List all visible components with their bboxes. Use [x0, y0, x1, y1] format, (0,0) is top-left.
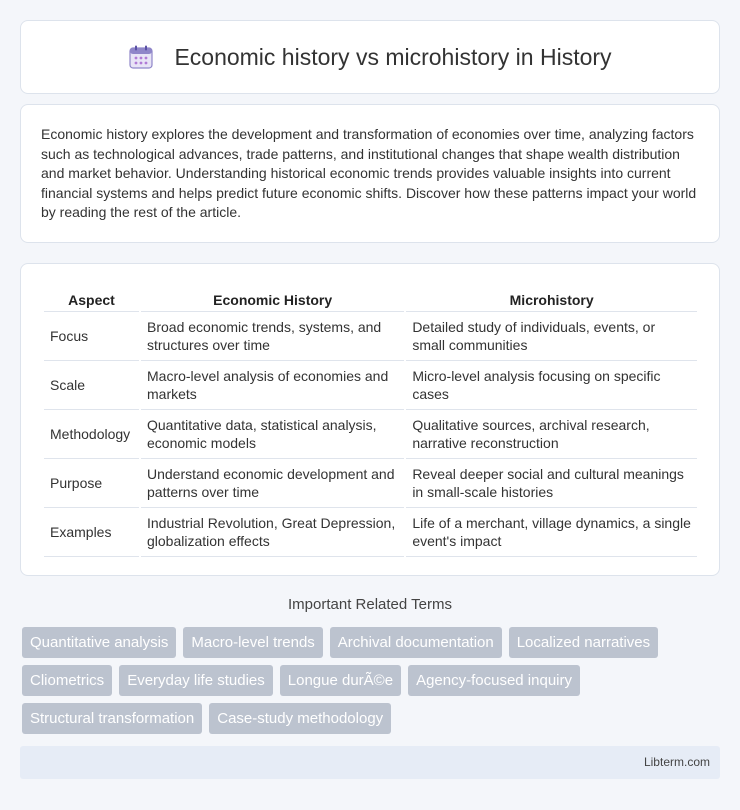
related-term-tag[interactable]: Longue durÃ©e [280, 665, 401, 696]
table-cell-aspect: Methodology [44, 410, 139, 459]
related-term-tag[interactable]: Structural transformation [22, 703, 202, 734]
table-header-row [44, 282, 697, 312]
footer [20, 746, 720, 779]
related-terms-title: Important Related Terms [288, 596, 452, 613]
footer-site-link[interactable]: Libterm.com [643, 755, 710, 769]
table-cell: Broad economic trends, systems, and structures over time [141, 312, 404, 361]
intro-card [20, 104, 720, 243]
table-cell-aspect: Scale [44, 361, 139, 410]
related-term-tag[interactable]: Cliometrics [22, 665, 112, 696]
table-cell: Micro-level analysis focusing on specific cases [406, 361, 697, 410]
table-cell: Macro-level analysis of economies and markets [141, 361, 404, 410]
related-terms-tags [22, 627, 722, 734]
table-cell: Detailed study of individuals, events, or small communities [406, 312, 697, 361]
table-cell-aspect: Examples [44, 508, 139, 557]
table-cell-aspect: Purpose [44, 459, 139, 508]
table-row [44, 410, 697, 459]
related-term-tag[interactable]: Localized narratives [509, 627, 658, 658]
header-card [20, 20, 720, 94]
table-cell-aspect: Focus [44, 312, 139, 361]
calendar-icon [128, 44, 154, 70]
related-term-tag[interactable]: Archival documentation [330, 627, 502, 658]
comparison-card [20, 263, 720, 576]
table-cell: Quantitative data, statistical analysis, economic models [141, 410, 404, 459]
table-row [44, 312, 697, 361]
related-term-tag[interactable]: Agency-focused inquiry [408, 665, 580, 696]
table-cell: Industrial Revolution, Great Depression, globalization effects [141, 508, 404, 557]
related-term-tag[interactable]: Everyday life studies [119, 665, 273, 696]
column-header-aspect: Aspect [44, 282, 139, 312]
table-row [44, 459, 697, 508]
column-header-microhistory: Microhistory [406, 282, 697, 312]
comparison-table [42, 282, 699, 557]
related-term-tag[interactable]: Case-study methodology [209, 703, 391, 734]
table-cell: Understand economic development and patterns over time [141, 459, 404, 508]
column-header-economic-history: Economic History [141, 282, 404, 312]
page-title: Economic history vs microhistory in History [174, 43, 612, 70]
table-cell: Reveal deeper social and cultural meanings in small-scale histories [406, 459, 697, 508]
related-term-tag[interactable]: Macro-level trends [183, 627, 322, 658]
table-row [44, 508, 697, 557]
table-cell: Qualitative sources, archival research, narrative reconstruction [406, 410, 697, 459]
related-term-tag[interactable]: Quantitative analysis [22, 627, 176, 658]
intro-text: Economic history explores the development and transformation of economies over time, analyzing factors such as technological advances, trade patterns, and institutional changes that shape wealth distribution and market behavior. Understanding historical economic trends provides valuable insights into current financial systems and helps predict future economic shifts. Discover how these patterns impact your world by reading the rest of the article. [41, 126, 697, 220]
title-wrap [128, 44, 611, 71]
table-row [44, 361, 697, 410]
table-cell: Life of a merchant, village dynamics, a single event's impact [406, 508, 697, 557]
